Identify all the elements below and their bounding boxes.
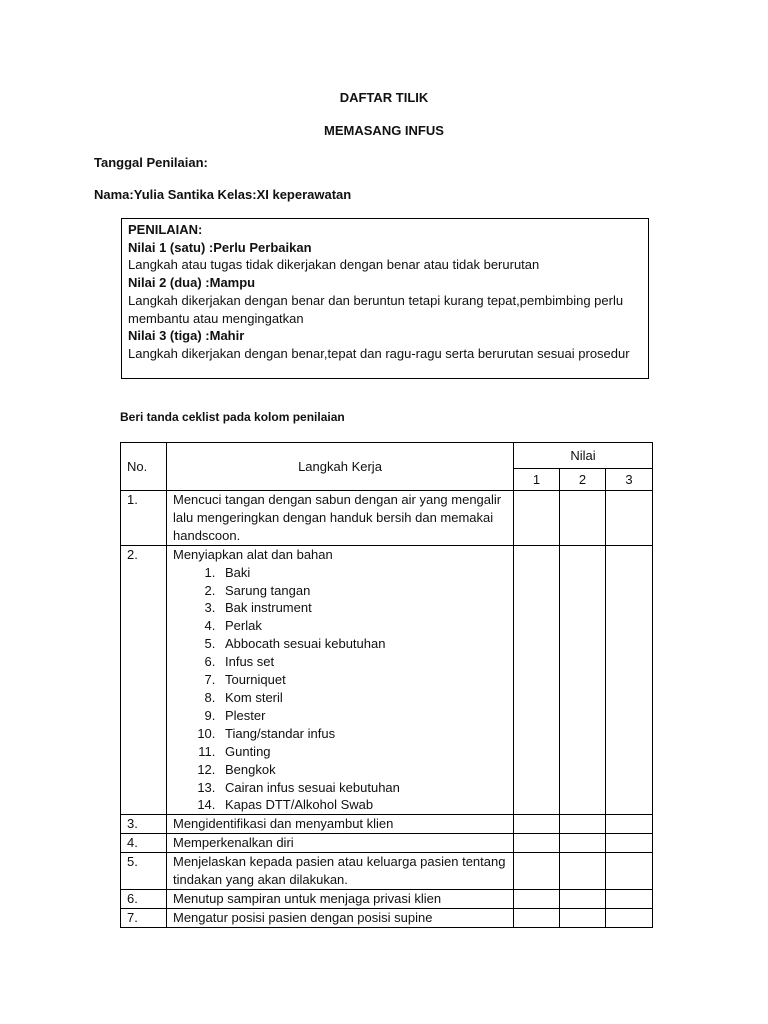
score-cell-3[interactable] [606, 491, 653, 546]
table-row [121, 834, 653, 853]
row-number: 4. [121, 834, 167, 853]
list-item: 10. Tiang/standar infus [219, 725, 507, 743]
list-item: 12. Bengkok [219, 761, 507, 779]
row-step: Mencuci tangan dengan sabun dengan air yang mengalir lalu mengeringkan dengan handuk bersih dan memakai handscoon. [167, 491, 514, 546]
score-column-2: 2 [560, 469, 606, 491]
date-label: Tanggal Penilaian: [94, 155, 208, 170]
score-cell-1[interactable] [514, 815, 560, 834]
row-step: Menjelaskan kepada pasien atau keluarga pasien tentang tindakan yang akan dilakukan. [167, 853, 514, 890]
score-cell-2[interactable] [560, 908, 606, 927]
column-header-step: Langkah Kerja [167, 443, 514, 491]
row-number: 7. [121, 908, 167, 927]
row-step: Menyiapkan alat dan bahan [173, 546, 333, 562]
table-row [121, 908, 653, 927]
score-cell-2[interactable] [560, 491, 606, 546]
row-step-with-list [167, 545, 514, 815]
list-item: 8. Kom steril [219, 689, 507, 707]
row-step: Mengatur posisi pasien dengan posisi supine [167, 908, 514, 927]
instruction-text: Beri tanda ceklist pada kolom penilaian [120, 410, 345, 424]
row-step: Menutup sampiran untuk menjaga privasi klien [167, 889, 514, 908]
score-level-label: Nilai 1 (satu) :Perlu Perbaikan [128, 239, 312, 255]
list-item: 9. Plester [219, 707, 507, 725]
list-item: 4. Perlak [219, 617, 507, 635]
score-level-label: Nilai 2 (dua) :Mampu [128, 275, 256, 291]
table-row [121, 815, 653, 834]
table-row [121, 491, 653, 546]
list-item: 13. Cairan infus sesuai kebutuhan [219, 779, 507, 797]
score-cell-3[interactable] [606, 815, 653, 834]
list-item: 3. Bak instrument [219, 599, 507, 617]
scoring-heading: PENILAIAN: [128, 222, 203, 237]
score-cell-1[interactable] [514, 834, 560, 853]
list-item: 5. Abbocath sesuai kebutuhan [219, 635, 507, 653]
table-row [121, 853, 653, 890]
score-level-label: Nilai 3 (tiga) :Mahir [128, 328, 245, 344]
score-column-3: 3 [606, 469, 653, 491]
score-cell-1[interactable] [514, 491, 560, 546]
score-cell-3[interactable] [606, 889, 653, 908]
list-item: 6. Infus set [219, 653, 507, 671]
list-item: 2. Sarung tangan [219, 582, 507, 600]
list-item: 1. Baki [219, 564, 507, 582]
page-subtitle: MEMASANG INFUS [324, 123, 444, 138]
row-number: 1. [121, 491, 167, 546]
identity-line: Nama:Yulia Santika Kelas:XI keperawatan [94, 187, 352, 202]
row-number: 2. [121, 545, 167, 815]
score-cell-1[interactable] [514, 908, 560, 927]
row-number: 3. [121, 815, 167, 834]
score-cell-2[interactable] [560, 834, 606, 853]
row-step: Mengidentifikasi dan menyambut klien [167, 815, 514, 834]
score-column-1: 1 [514, 469, 560, 491]
column-header-no: No. [121, 443, 167, 491]
row-number: 5. [121, 853, 167, 890]
list-item: 7. Tourniquet [219, 671, 507, 689]
score-cell-3[interactable] [606, 545, 653, 815]
column-header-score: Nilai [514, 443, 653, 469]
score-cell-2[interactable] [560, 545, 606, 815]
score-cell-2[interactable] [560, 853, 606, 890]
page-title: DAFTAR TILIK [339, 90, 429, 105]
row-step: Memperkenalkan diri [167, 834, 514, 853]
score-cell-2[interactable] [560, 889, 606, 908]
table-row [121, 545, 653, 815]
score-cell-1[interactable] [514, 853, 560, 890]
score-level-desc: Langkah dikerjakan dengan benar,tepat dan ragu-ragu serta berurutan sesuai prosedur [128, 345, 630, 361]
score-cell-2[interactable] [560, 815, 606, 834]
score-cell-3[interactable] [606, 834, 653, 853]
score-cell-3[interactable] [606, 908, 653, 927]
score-cell-3[interactable] [606, 853, 653, 890]
row-number: 6. [121, 889, 167, 908]
checklist-table [120, 442, 653, 928]
score-level-desc: Langkah dikerjakan dengan benar dan beruntun tetapi kurang tepat,pembimbing perlu membantu atau mengingatkan [128, 292, 624, 326]
list-item: 11. Gunting [219, 743, 507, 761]
scoring-legend [121, 218, 649, 379]
equipment-list [173, 564, 507, 815]
table-row [121, 889, 653, 908]
score-level-desc: Langkah atau tugas tidak dikerjakan dengan benar atau tidak berurutan [128, 257, 540, 273]
list-item: 14. Kapas DTT/Alkohol Swab [219, 796, 507, 814]
score-cell-1[interactable] [514, 889, 560, 908]
score-cell-1[interactable] [514, 545, 560, 815]
